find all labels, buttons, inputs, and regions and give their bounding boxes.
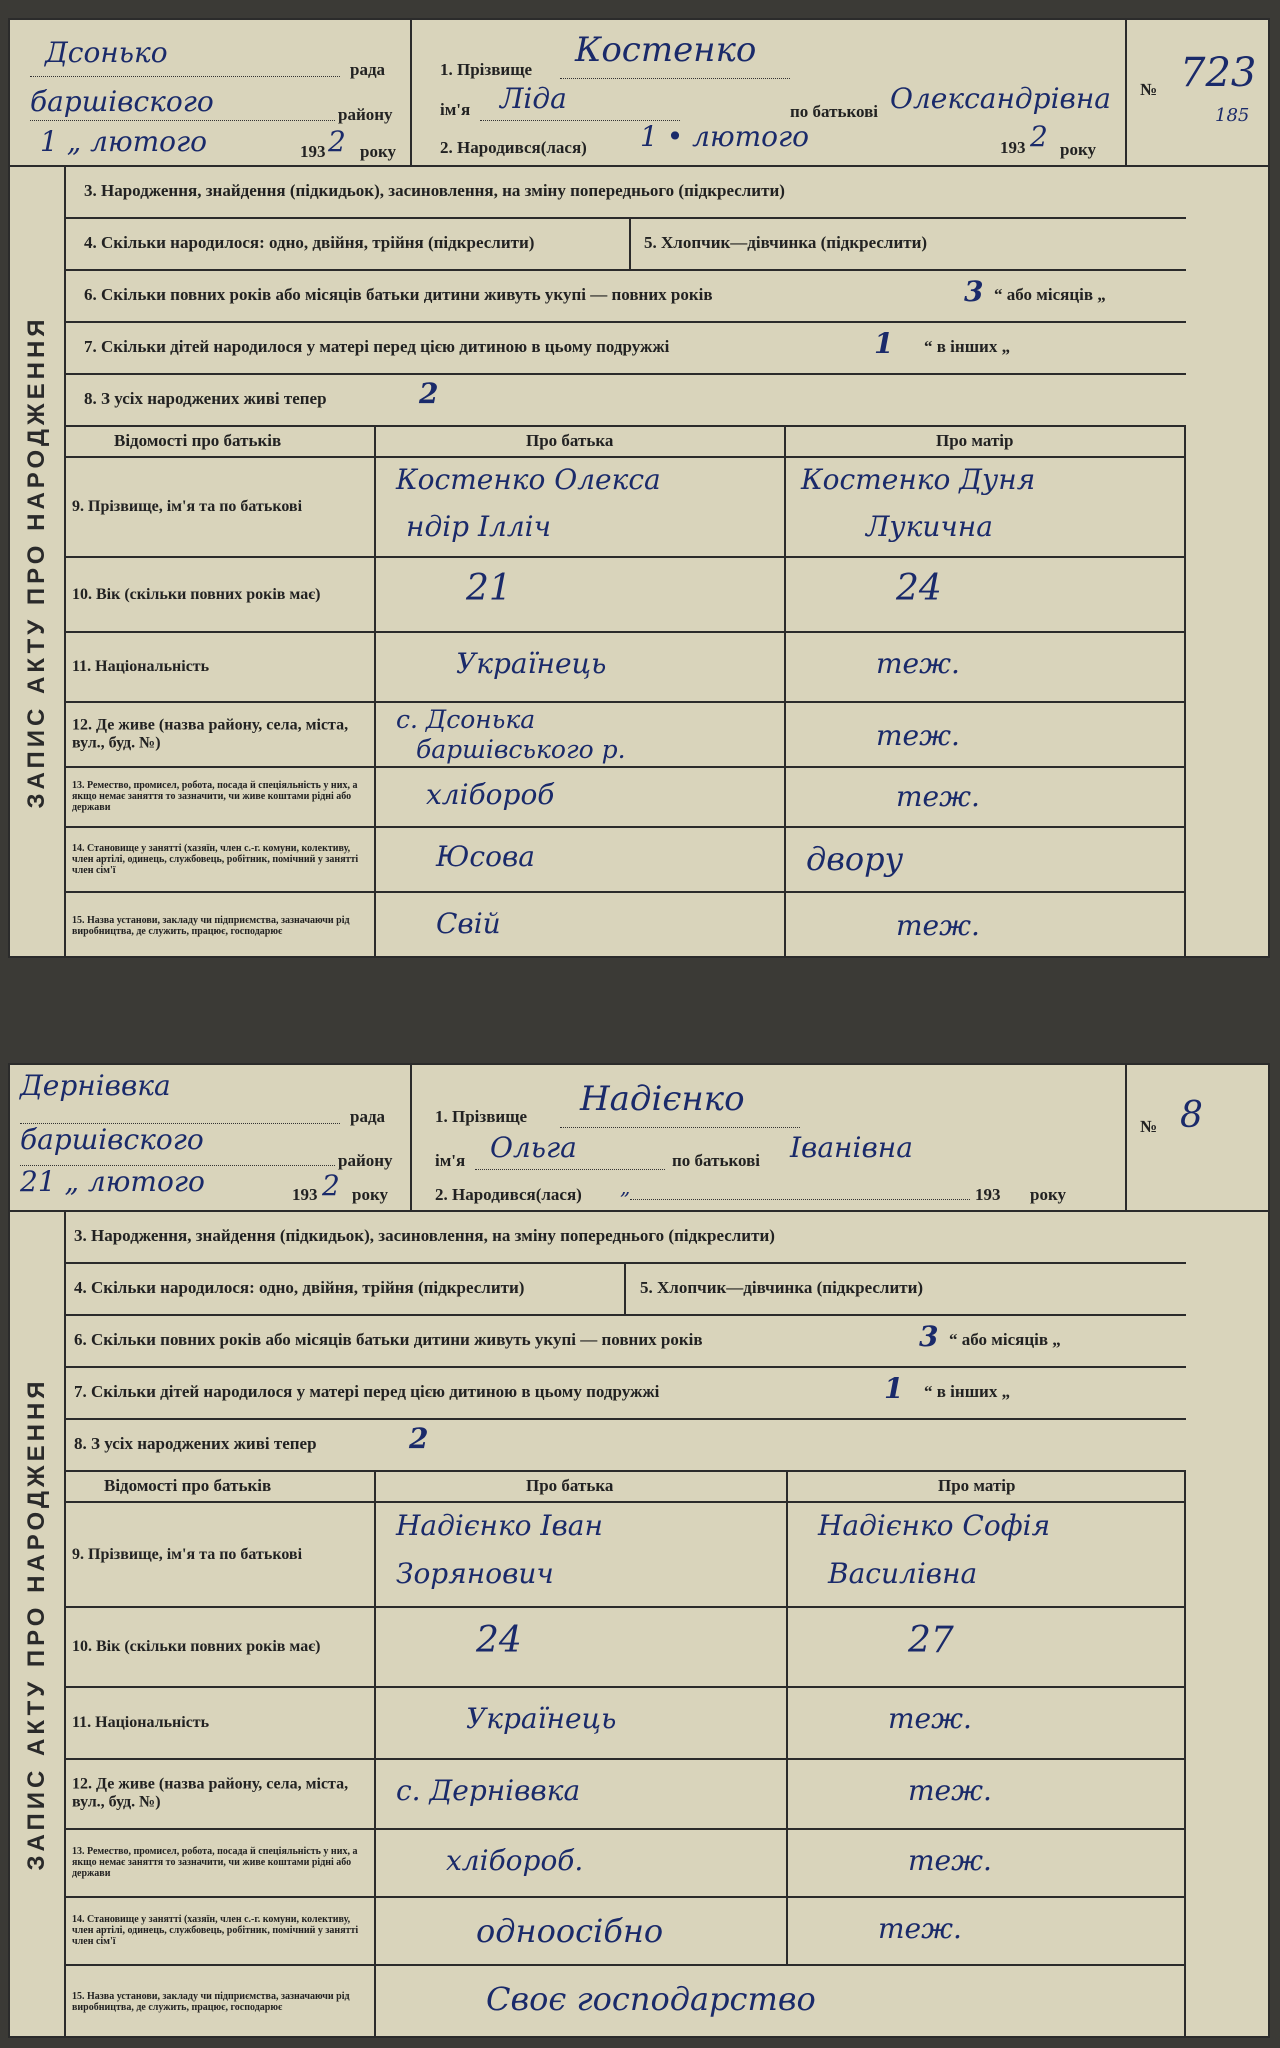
year-suffix: 2 — [328, 125, 346, 158]
surname-value: Костенко — [575, 30, 757, 70]
r14-label-cell: 14. Становище у занятті (хазяїн, член с.-г. комуни, колективу, член артілі, одинець, службовець, робітник, помічний у занятті член сім'ї — [64, 1898, 376, 1966]
r13-father: хлібороб. — [376, 1830, 788, 1898]
r12-label-cell: 12. Де живе (назва району, села, міста, вул., буд. №) — [64, 1760, 376, 1830]
r13-mother: теж. — [786, 768, 1186, 828]
r12-father: с. Дсонька баршівського р. — [376, 703, 786, 768]
col-head-0: Відомості про батьків — [64, 425, 376, 458]
born-year-suffix: 2 — [1030, 120, 1048, 153]
born-year-prefix: 193 — [975, 1185, 1001, 1204]
q6-value: 3 — [964, 275, 984, 308]
q8-row — [64, 1418, 1186, 1472]
raion-label: району — [338, 1151, 393, 1170]
r11-father: Українець — [376, 633, 786, 703]
r10-label-cell: 10. Вік (скільки повних років має) — [64, 1608, 376, 1688]
q6-label: 6. Скільки повних років або місяців батьки дитини живуть укупі — повних років — [74, 1330, 703, 1349]
raion-label: району — [338, 105, 393, 124]
record-header — [10, 20, 1268, 167]
r11-mother: теж. — [786, 633, 1186, 703]
q7-label-b: “ в інших „ — [924, 1382, 1011, 1401]
r15-label-cell: 15. Назва установи, закладу чи підприємства, зазначаючи рід виробництва, де служить, працює, господарює — [64, 1966, 376, 2038]
name-value: Ольга — [490, 1131, 577, 1164]
record-number: 723 — [1180, 50, 1257, 96]
r15-mother: теж. — [786, 893, 1186, 958]
header-left — [10, 20, 412, 165]
q4-row — [64, 1262, 1186, 1316]
r10-father: 21 — [376, 558, 786, 633]
q6-row — [64, 1314, 1186, 1368]
r12-mother: теж. — [788, 1760, 1186, 1830]
r13-father: хлібороб — [376, 768, 786, 828]
r12-mother: теж. — [786, 703, 1186, 768]
q3-label: 3. Народження, знайдення (підкидьок), засиновлення, на зміну попереднього (підкреслити) — [84, 181, 785, 200]
r10-father: 24 — [376, 1608, 788, 1688]
header-middle — [410, 20, 1127, 165]
header-middle — [410, 1065, 1127, 1210]
q6-label-b: “ або місяців „ — [994, 285, 1106, 304]
q8-label: 8. З усіх народжених живі тепер — [84, 389, 327, 408]
side-title: ЗАПИС АКТУ ПРО НАРОДЖЕННЯ — [10, 165, 66, 958]
q6-label: 6. Скільки повних років або місяців батьки дитини живуть укупі — повних років — [84, 285, 713, 304]
q8-value: 2 — [409, 1422, 429, 1455]
header-right — [1125, 20, 1268, 165]
name-value: Ліда — [500, 82, 567, 115]
born-year-prefix: 193 — [1000, 138, 1026, 157]
q7-row — [64, 1366, 1186, 1420]
rada-value: Дерніввка — [20, 1069, 171, 1102]
birth-record-1 — [8, 18, 1270, 958]
r11-mother: теж. — [788, 1688, 1186, 1760]
patronymic-value: Олександрівна — [890, 82, 1111, 115]
date-value: 1 „ лютого — [40, 125, 208, 158]
born-value: „ — [620, 1175, 631, 1199]
born-value: 1 • лютого — [640, 120, 810, 153]
r9-father: Костенко Олекса ндір Ілліч — [376, 458, 786, 558]
r14-mother: двору — [786, 828, 1186, 893]
col-head-0: Відомості про батьків — [64, 1470, 376, 1503]
q7-value: 1 — [884, 1372, 904, 1405]
r13-mother: теж. — [788, 1830, 1186, 1898]
r15-father: Свій — [376, 893, 786, 958]
r14-father: одноосібно — [376, 1898, 788, 1966]
q4-label: 4. Скільки народилося: одно, двійня, трійня (підкреслити) — [74, 1278, 525, 1297]
number-label: № — [1140, 80, 1158, 99]
roku-label: року — [360, 142, 397, 161]
header-right — [1125, 1065, 1268, 1210]
q6-value: 3 — [919, 1320, 939, 1353]
patronymic-label: по батькові — [790, 102, 878, 121]
r10-mother: 24 — [786, 558, 1186, 633]
surname-label: 1. Прізвище — [435, 1107, 528, 1126]
date-value: 21 „ лютого — [20, 1165, 205, 1198]
r13-label-cell: 13. Ремество, промисел, робота, посада й спеціяльність у них, а якщо немає заняття то зазначити, чи живе коштами рідні або держави — [64, 768, 376, 828]
q8-row — [64, 373, 1186, 427]
born-label: 2. Народився(лася) — [440, 138, 587, 157]
born-roku-label: року — [1030, 1185, 1067, 1204]
r11-father: Українець — [376, 1688, 788, 1760]
surname-label: 1. Прізвище — [440, 60, 533, 79]
r15-father: Своє господарство — [376, 1966, 1186, 2038]
patronymic-value: Іванівна — [790, 1131, 913, 1164]
birth-record-2 — [8, 1063, 1270, 2038]
q7-value: 1 — [874, 327, 894, 360]
born-roku-label: року — [1060, 140, 1097, 159]
r12-father: с. Дерніввка — [376, 1760, 788, 1830]
rada-label: рада — [350, 1107, 386, 1126]
surname-value: Надієнко — [580, 1079, 745, 1119]
col-head-2: Про матір — [788, 1470, 1186, 1503]
side-title: ЗАПИС АКТУ ПРО НАРОДЖЕННЯ — [10, 1210, 66, 2038]
name-label: ім'я — [435, 1151, 466, 1170]
r13-label-cell: 13. Ремество, промисел, робота, посада й спеціяльність у них, а якщо немає заняття то зазначити, чи живе коштами рідні або держави — [64, 1830, 376, 1898]
rada-label: рада — [350, 60, 386, 79]
r10-mother: 27 — [788, 1608, 1186, 1688]
name-label: ім'я — [440, 100, 471, 119]
r14-father: Юсова — [376, 828, 786, 893]
record-header — [10, 1065, 1268, 1212]
r11-label-cell: 11. Національність — [64, 633, 376, 703]
q7-row — [64, 321, 1186, 375]
year-prefix: 193 — [292, 1185, 318, 1204]
roku-label: року — [352, 1185, 389, 1204]
record-number: 8 — [1180, 1095, 1203, 1136]
raion-value: баршівского — [20, 1123, 204, 1156]
r11-label-cell: 11. Національність — [64, 1688, 376, 1760]
r14-label-cell: 14. Становище у занятті (хазяїн, член с.-г. комуни, колективу, член артілі, одинець, службовець, робітник, помічний у занятті член сім'ї — [64, 828, 376, 893]
q3-row — [64, 165, 1186, 219]
q8-label: 8. З усіх народжених живі тепер — [74, 1434, 317, 1453]
q7-label-b: “ в інших „ — [924, 337, 1011, 356]
r12-label-cell: 12. Де живе (назва району, села, міста, вул., буд. №) — [64, 703, 376, 768]
q6-label-b: “ або місяців „ — [949, 1330, 1061, 1349]
q3-row — [64, 1210, 1186, 1264]
header-left — [10, 1065, 412, 1210]
q4-row — [64, 217, 1186, 271]
number-label: № — [1140, 1117, 1158, 1136]
r9-mother: Костенко Дуня Лукична — [786, 458, 1186, 558]
q7-label: 7. Скільки дітей народилося у матері перед цією дитиною в цьому подружжі — [74, 1382, 660, 1401]
year-suffix: 2 — [322, 1169, 340, 1202]
q7-label: 7. Скільки дітей народилося у матері перед цією дитиною в цьому подружжі — [84, 337, 670, 356]
r9-mother: Надієнко Софія Василівна — [788, 1503, 1186, 1608]
r9-label-cell: 9. Прізвище, ім'я та по батькові — [64, 1503, 376, 1608]
born-label: 2. Народився(лася) — [435, 1185, 582, 1204]
rada-value: Дсонько — [45, 36, 168, 69]
r9-label-cell: 9. Прізвище, ім'я та по батькові — [64, 458, 376, 558]
q3-label: 3. Народження, знайдення (підкидьок), засиновлення, на зміну попереднього (підкреслити) — [74, 1226, 775, 1245]
q5-label: 5. Хлопчик—дівчинка (підкреслити) — [644, 233, 928, 252]
q5-label: 5. Хлопчик—дівчинка (підкреслити) — [640, 1278, 924, 1297]
q6-row — [64, 269, 1186, 323]
r9-father: Надієнко Іван Зорянович — [376, 1503, 788, 1608]
q4-label: 4. Скільки народилося: одно, двійня, трійня (підкреслити) — [84, 233, 535, 252]
raion-value: баршівского — [30, 85, 214, 118]
col-head-1: Про батька — [376, 1470, 788, 1503]
r14-mother: теж. — [788, 1898, 1186, 1966]
col-head-1: Про батька — [376, 425, 786, 458]
year-prefix: 193 — [300, 142, 326, 161]
record-number-small: 185 — [1215, 105, 1250, 126]
patronymic-label: по батькові — [672, 1151, 760, 1170]
q8-value: 2 — [419, 377, 439, 410]
r15-label-cell: 15. Назва установи, закладу чи підприємства, зазначаючи рід виробництва, де служить, працює, господарює — [64, 893, 376, 958]
col-head-2: Про матір — [786, 425, 1186, 458]
r10-label-cell: 10. Вік (скільки повних років має) — [64, 558, 376, 633]
